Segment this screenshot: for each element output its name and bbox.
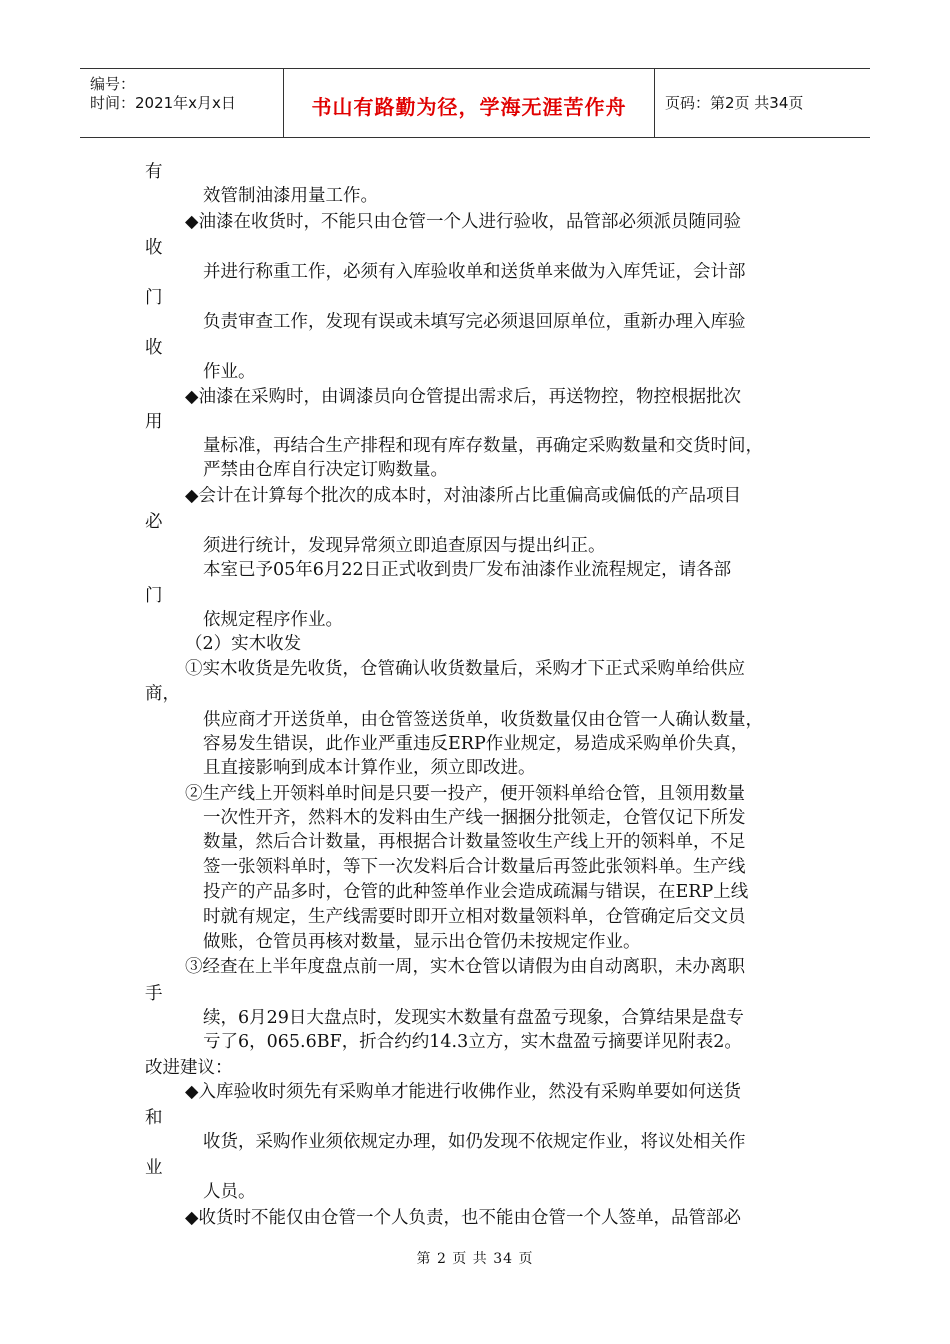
text-line: 一次性开齐，然料木的发料由生产线一捆捆分批领走，仓管仅记下所发: [203, 808, 746, 828]
text-line: 本室已予05年6月22日正式收到贵厂发布油漆作业流程规定，请各部: [203, 560, 732, 580]
text-line: 严禁由仓库自行决定订购数量。: [203, 460, 448, 480]
page-footer: 第 2 页 共 34 页: [416, 1251, 534, 1267]
text-line: ②生产线上开领料单时间是只要一投产，便开领料单给仓管，且领用数量: [185, 784, 745, 804]
text-line: 和: [145, 1108, 163, 1128]
header-page-cell: [655, 69, 870, 137]
text-line: 收货，采购作业须依规定办理，如仍发现不依规定作业，将议处相关作: [203, 1132, 746, 1152]
text-line: ◆会计在计算每个批次的成本时，对油漆所占比重偏高或偏低的产品项目: [185, 486, 741, 506]
text-line: ③经查在上半年度盘点前一周，实木仓管以请假为由自动离职，未办离职: [185, 957, 745, 977]
doc-number-label: 编号：: [90, 75, 136, 93]
text-line: 门: [145, 288, 163, 308]
header-meta-cell: [80, 69, 284, 137]
text-line: 做账，仓管员再核对数量，显示出仓管仍未按规定作业。: [203, 932, 641, 952]
text-line: 用: [145, 412, 163, 432]
text-line: 门: [145, 586, 163, 606]
text-line: 供应商才开送货单，由仓管签送货单，收货数量仅由仓管一人确认数量，: [203, 710, 763, 730]
header-motto-cell: [284, 69, 655, 137]
doc-date-label: 时间：2021年x月x日: [90, 94, 236, 112]
section-heading: 改进建议：: [145, 1058, 233, 1078]
text-line: 签一张领料单时，等下一次发料后合计数量后再签此张领料单。生产线: [203, 857, 746, 877]
text-line: 人员。: [203, 1182, 256, 1202]
text-line: 作业。: [203, 362, 256, 382]
text-line: 必: [145, 512, 163, 532]
text-line: 手: [145, 984, 163, 1004]
text-line: 时就有规定，生产线需要时即开立相对数量领料单，仓管确定后交文员: [203, 907, 746, 927]
text-line: 商，: [145, 684, 180, 704]
text-line: ◆油漆在采购时，由调漆员向仓管提出需求后，再送物控，物控根据批次: [185, 387, 741, 407]
text-line: 数量，然后合计数量，再根据合计数量签收生产线上开的领料单，不足: [203, 832, 746, 852]
text-line: 并进行称重工作，必须有入库验收单和送货单来做为入库凭证，会计部: [203, 262, 746, 282]
section-heading: （2）实木收发: [185, 634, 302, 654]
text-line: 续，6月29日大盘点时，发现实木数量有盘盈亏现象，合算结果是盘专: [203, 1008, 744, 1028]
text-line: 须进行统计，发现异常须立即追查原因与提出纠正。: [203, 536, 606, 556]
text-line: ◆入库验收时须先有采购单才能进行收佛作业，然没有采购单要如何送货: [185, 1082, 741, 1102]
text-line: ①实木收货是先收货，仓管确认收货数量后，采购才下正式采购单给供应: [185, 659, 745, 679]
text-line: 收: [145, 338, 163, 358]
text-line: 投产的产品多时，仓管的此种签单作业会造成疏漏与错误，在ERP上线: [203, 882, 749, 902]
text-line: 亏了6，065.6BF，折合约约14.3立方，实木盘盈亏摘要详见附表2。: [203, 1032, 742, 1052]
header-page-number: 页码：第2页 共34页: [665, 94, 804, 112]
text-line: 负责审查工作，发现有误或未填写完必须退回原单位，重新办理入库验: [203, 312, 746, 332]
text-line: 容易发生错误，此作业严重违反ERP作业规定，易造成采购单价失真，: [203, 734, 749, 754]
page-header: [80, 68, 870, 138]
header-motto: 书山有路勤为径，学海无涯苦作舟: [311, 95, 627, 119]
text-line: 收: [145, 238, 163, 258]
text-line: 量标准，再结合生产排程和现有库存数量，再确定采购数量和交货时间，: [203, 436, 763, 456]
text-line: ◆油漆在收货时，不能只由仓管一个人进行验收，品管部必须派员随同验: [185, 212, 741, 232]
text-line: 有: [145, 162, 163, 182]
text-line: 效管制油漆用量工作。: [203, 186, 378, 206]
text-line: 业: [145, 1158, 163, 1178]
text-line: 且直接影响到成本计算作业，须立即改进。: [203, 758, 536, 778]
text-line: 依规定程序作业。: [203, 610, 343, 630]
text-line: ◆收货时不能仅由仓管一个人负责，也不能由仓管一个人签单，品管部必: [185, 1208, 741, 1228]
